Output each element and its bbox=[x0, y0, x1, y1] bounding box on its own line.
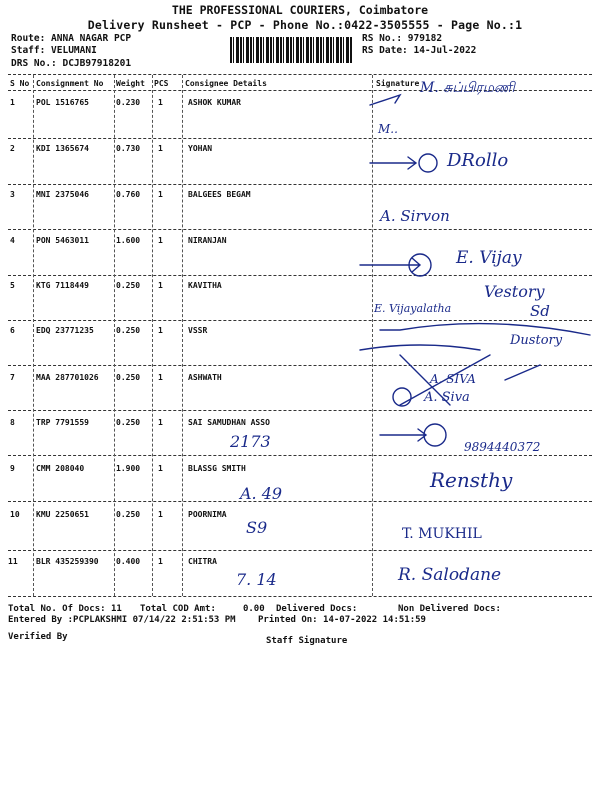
circle-stroke bbox=[424, 424, 446, 446]
row-sno: 4 bbox=[10, 236, 15, 245]
col-header-consignment: Consignment No bbox=[36, 79, 104, 88]
column-rule bbox=[114, 75, 115, 596]
signature-r8b: 9894440372 bbox=[464, 440, 541, 454]
runsheet-title: Delivery Runsheet - PCP - Phone No.:0422-3505555 - Page No.:1 bbox=[87, 18, 523, 32]
non-delivered-docs: Non Delivered Docs: bbox=[398, 604, 501, 614]
row-sno: 5 bbox=[10, 281, 15, 290]
row-pcs: 1 bbox=[158, 326, 163, 335]
row-consignee: BLASSG SMITH bbox=[188, 464, 246, 473]
signature-r5b: E. Vijayalatha bbox=[374, 302, 452, 315]
circle-stroke bbox=[419, 154, 437, 172]
row-consignment: KMU 2250651 bbox=[36, 510, 89, 519]
row-weight: 0.400 bbox=[116, 557, 141, 566]
row-pcs: 1 bbox=[158, 281, 163, 290]
row-weight: 1.900 bbox=[116, 464, 141, 473]
col-header-signature: Signature bbox=[376, 79, 420, 88]
row-consignment: BLR 435259390 bbox=[36, 557, 99, 566]
total-cod: Total COD Amt: 0.00 bbox=[140, 604, 265, 614]
row-sno: 10 bbox=[10, 510, 20, 519]
row-pcs: 1 bbox=[158, 464, 163, 473]
row-consignee: NIRANJAN bbox=[188, 236, 227, 245]
row-consignee: VSSR bbox=[188, 326, 208, 335]
row-consignee: YOHAN bbox=[188, 144, 213, 153]
barcode bbox=[230, 37, 352, 63]
col-header-sno: S No bbox=[10, 79, 30, 88]
row-sno: 1 bbox=[10, 98, 15, 107]
scribble-stroke bbox=[505, 365, 540, 380]
row-consignment: MNI 2375046 bbox=[36, 190, 89, 199]
drs-number: DRS No.: DCJB97918201 bbox=[11, 58, 132, 69]
row-pcs: 1 bbox=[158, 98, 163, 107]
column-rule bbox=[33, 75, 34, 596]
delivered-docs: Delivered Docs: bbox=[276, 604, 358, 614]
row-consignee: CHITRA bbox=[188, 557, 217, 566]
row-consignment: PON 5463011 bbox=[36, 236, 89, 245]
row-consignment: TRP 7791559 bbox=[36, 418, 89, 427]
row-sno: 2 bbox=[10, 144, 15, 153]
row-pcs: 1 bbox=[158, 510, 163, 519]
row-weight: 0.250 bbox=[116, 326, 141, 335]
row-consignee: ASHOK KUMAR bbox=[188, 98, 241, 107]
row-weight: 0.730 bbox=[116, 144, 141, 153]
signature-r7b: A. Siva bbox=[424, 390, 470, 405]
route-label: Route: ANNA NAGAR PCP bbox=[11, 33, 132, 44]
row-consignment: EDQ 23771235 bbox=[36, 326, 94, 335]
row-sno: 7 bbox=[10, 373, 15, 382]
row-sno: 6 bbox=[10, 326, 15, 335]
signature-r10b: T. MUKHIL bbox=[402, 526, 482, 542]
row-consignment: POL 1516765 bbox=[36, 98, 89, 107]
row-consignment: KTG 7118449 bbox=[36, 281, 89, 290]
row-pcs: 1 bbox=[158, 144, 163, 153]
col-header-pcs: PCS bbox=[154, 79, 169, 88]
row-consignee: ASHWATH bbox=[188, 373, 222, 382]
row-weight: 0.250 bbox=[116, 418, 141, 427]
row-weight: 0.250 bbox=[116, 510, 141, 519]
staff-signature: Staff Signature bbox=[266, 636, 348, 646]
rs-date: RS Date: 14-Jul-2022 bbox=[362, 45, 477, 56]
signature-r7: A. SIVA bbox=[430, 372, 476, 386]
signature-r8: 2173 bbox=[230, 432, 271, 451]
row-pcs: 1 bbox=[158, 190, 163, 199]
printed-on: Printed On: 14-07-2022 14:51:59 bbox=[258, 615, 426, 625]
row-pcs: 1 bbox=[158, 418, 163, 427]
signature-r3: A. Sirvon bbox=[380, 207, 450, 225]
column-rule bbox=[182, 75, 183, 596]
signature-r5c: Sd bbox=[530, 302, 550, 320]
col-header-weight: Weight bbox=[116, 79, 145, 88]
row-consignment: CMM 208040 bbox=[36, 464, 85, 473]
signature-r9: A. 49 bbox=[240, 484, 283, 503]
arrow-stroke bbox=[380, 429, 426, 441]
signature-r2b: DRollo bbox=[447, 150, 509, 171]
row-weight: 0.230 bbox=[116, 98, 141, 107]
col-header-consignee: Consignee Details bbox=[185, 79, 267, 88]
row-weight: 0.250 bbox=[116, 281, 141, 290]
arrow-stroke bbox=[370, 157, 416, 169]
column-rule bbox=[152, 75, 153, 596]
staff-label: Staff: VELUMANI bbox=[11, 45, 97, 56]
signature-r11: 7. 14 bbox=[236, 570, 277, 589]
row-consignee: BALGEES BEGAM bbox=[188, 190, 251, 199]
row-pcs: 1 bbox=[158, 236, 163, 245]
row-consignment: MAA 287701026 bbox=[36, 373, 99, 382]
company-title: THE PROFESSIONAL COURIERS, Coimbatore bbox=[171, 3, 429, 17]
scribble-stroke bbox=[360, 345, 480, 350]
signature-r2: M.. bbox=[378, 122, 398, 136]
entered-by: Entered By :PCPLAKSHMI 07/14/22 2:51:53 PM bbox=[8, 615, 236, 625]
signature-r9b: Rensthy bbox=[430, 468, 513, 492]
row-consignee: POORNIMA bbox=[188, 510, 227, 519]
row-consignee: KAVITHA bbox=[188, 281, 222, 290]
row-weight: 1.600 bbox=[116, 236, 141, 245]
signature-r5: Vestory bbox=[484, 282, 545, 301]
row-sno: 3 bbox=[10, 190, 15, 199]
arrow-stroke bbox=[360, 258, 420, 272]
arrow-stroke bbox=[370, 95, 400, 105]
row-sno: 9 bbox=[10, 464, 15, 473]
signature-r11b: R. Salodane bbox=[398, 565, 502, 585]
row-sno: 11 bbox=[8, 557, 18, 566]
signature-r6: Dustory bbox=[510, 333, 563, 348]
row-sno: 8 bbox=[10, 418, 15, 427]
signature-r10: S9 bbox=[246, 518, 268, 537]
row-consignment: KDI 1365674 bbox=[36, 144, 89, 153]
rs-number: RS No.: 979182 bbox=[362, 33, 443, 44]
signature-r4: E. Vijay bbox=[456, 248, 522, 268]
row-weight: 0.760 bbox=[116, 190, 141, 199]
row-pcs: 1 bbox=[158, 557, 163, 566]
row-pcs: 1 bbox=[158, 373, 163, 382]
total-docs: Total No. Of Docs: 11 bbox=[8, 604, 122, 614]
row-weight: 0.250 bbox=[116, 373, 141, 382]
row-consignee: SAI SAMUDHAN ASSO bbox=[188, 418, 270, 427]
verified-by: Verified By bbox=[8, 632, 68, 642]
signature-r1: M. சுப்பிரமணி bbox=[420, 80, 515, 96]
